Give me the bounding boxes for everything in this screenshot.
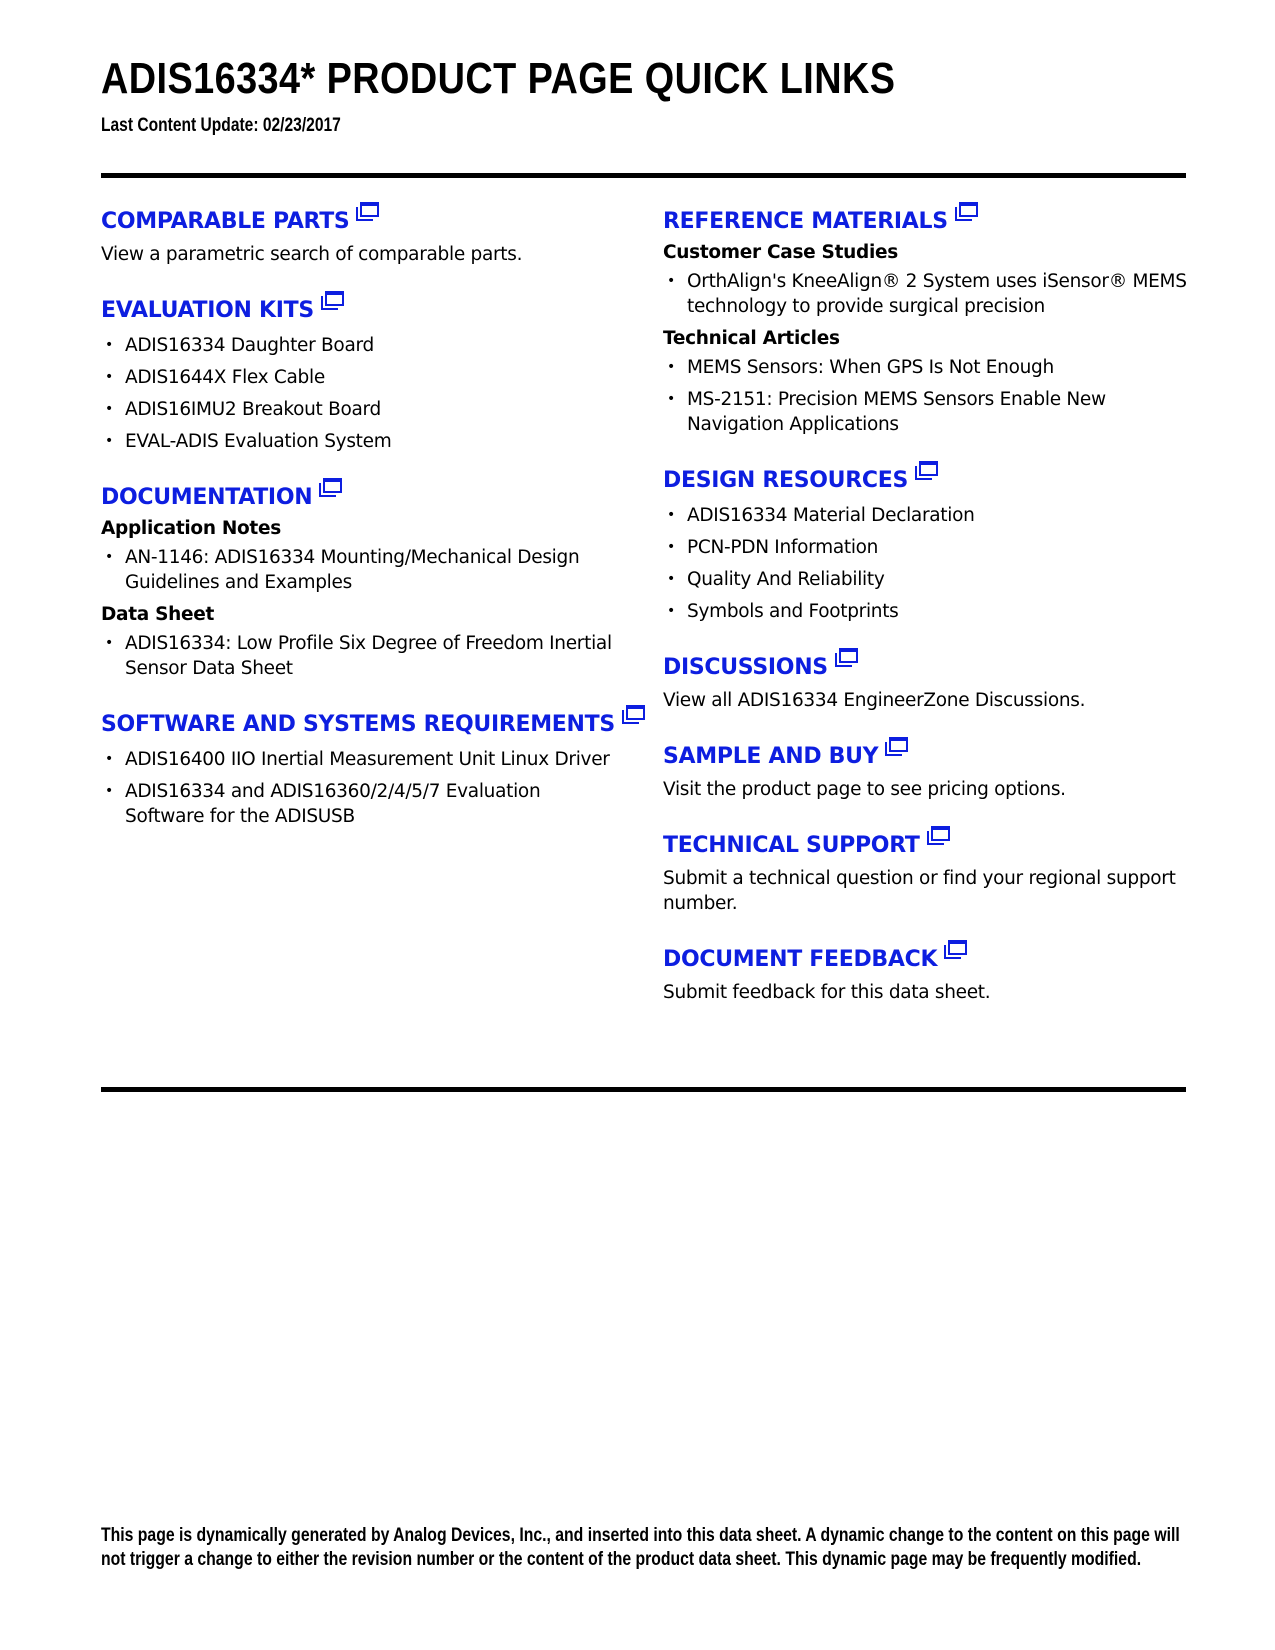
list-item[interactable]: • Symbols and Footprints <box>663 599 1193 624</box>
document-feedback-heading: DOCUMENT FEEDBACK <box>663 947 938 972</box>
external-window-icon <box>943 940 967 966</box>
technical-support-heading: TECHNICAL SUPPORT <box>663 833 920 858</box>
evaluation-kits-link[interactable] <box>101 289 621 323</box>
list-item[interactable]: • MS-2151: Precision MEMS Sensors Enable New Navigation Applications <box>663 387 1193 437</box>
section-evaluation-kits <box>101 289 621 454</box>
application-notes-list <box>101 545 621 595</box>
case-studies-label: Customer Case Studies <box>663 242 898 263</box>
design-resources-heading: DESIGN RESOURCES <box>663 468 908 493</box>
document-feedback-link[interactable] <box>663 938 1193 972</box>
section-comparable-parts <box>101 200 621 267</box>
section-discussions <box>663 646 1193 713</box>
list-item[interactable]: • EVAL-ADIS Evaluation System <box>101 429 621 454</box>
external-window-icon <box>884 737 908 763</box>
list-item[interactable]: • ADIS16334 Material Declaration <box>663 503 1193 528</box>
list-item[interactable]: • Quality And Reliability <box>663 567 1193 592</box>
software-requirements-link[interactable] <box>101 703 621 737</box>
comparable-parts-heading: COMPARABLE PARTS <box>101 209 350 234</box>
design-resources-list <box>663 503 1193 624</box>
software-list <box>101 747 621 829</box>
documentation-heading: DOCUMENTATION <box>101 485 313 510</box>
document-feedback-text: Submit feedback for this data sheet. <box>663 982 991 1003</box>
external-window-icon <box>954 202 978 228</box>
right-column <box>663 200 1193 1027</box>
technical-support-text: Submit a technical question or find your regional support number. <box>663 868 1176 914</box>
sample-and-buy-text: Visit the product page to see pricing options. <box>663 779 1066 800</box>
data-sheet-list <box>101 631 621 681</box>
application-notes-label: Application Notes <box>101 518 281 539</box>
section-software-requirements <box>101 703 621 829</box>
footer-disclaimer: This page is dynamically generated by Analog Devices, Inc., and inserted into this data sheet. A dynamic change to the content on this page will not trigger a change to either the revision number or the content of the product data sheet. This dynamic page may be frequently modified. <box>101 1525 1180 1570</box>
bottom-divider <box>101 1087 1186 1092</box>
last-content-update: Last Content Update: 02/23/2017 <box>101 115 341 136</box>
evaluation-kits-heading: EVALUATION KITS <box>101 298 314 323</box>
case-studies-list <box>663 269 1193 319</box>
list-item[interactable]: • OrthAlign's KneeAlign® 2 System uses iSensor® MEMS technology to provide surgical precision <box>663 269 1193 319</box>
section-sample-and-buy <box>663 735 1193 802</box>
technical-support-link[interactable] <box>663 824 1193 858</box>
comparable-parts-text: View a parametric search of comparable parts. <box>101 244 523 265</box>
sample-and-buy-link[interactable] <box>663 735 1193 769</box>
evaluation-kits-list <box>101 333 621 454</box>
external-window-icon <box>926 826 950 852</box>
list-item[interactable]: • PCN-PDN Information <box>663 535 1193 560</box>
top-divider <box>101 173 1186 178</box>
comparable-parts-link[interactable] <box>101 200 621 234</box>
discussions-text: View all ADIS16334 EngineerZone Discussions. <box>663 690 1086 711</box>
external-window-icon <box>355 202 379 228</box>
page-title: ADIS16334* PRODUCT PAGE QUICK LINKS <box>101 54 896 103</box>
section-reference-materials <box>663 200 1193 437</box>
list-item[interactable]: • ADIS16334: Low Profile Six Degree of Freedom Inertial Sensor Data Sheet <box>101 631 621 681</box>
external-window-icon <box>621 705 645 731</box>
list-item[interactable]: • MEMS Sensors: When GPS Is Not Enough <box>663 355 1193 380</box>
discussions-heading: DISCUSSIONS <box>663 655 828 680</box>
left-column <box>101 200 621 851</box>
section-technical-support <box>663 824 1193 916</box>
list-item[interactable]: • ADIS16334 Daughter Board <box>101 333 621 358</box>
reference-materials-heading: REFERENCE MATERIALS <box>663 209 948 234</box>
sample-and-buy-heading: SAMPLE AND BUY <box>663 744 879 769</box>
external-window-icon <box>318 478 342 504</box>
section-design-resources <box>663 459 1193 624</box>
external-window-icon <box>834 648 858 674</box>
software-requirements-heading: SOFTWARE AND SYSTEMS REQUIREMENTS <box>101 712 615 737</box>
list-item[interactable]: • ADIS16400 IIO Inertial Measurement Unit Linux Driver <box>101 747 621 772</box>
list-item[interactable]: • ADIS1644X Flex Cable <box>101 365 621 390</box>
documentation-link[interactable] <box>101 476 621 510</box>
list-item[interactable]: • ADIS16334 and ADIS16360/2/4/5/7 Evaluation Software for the ADISUSB <box>101 779 621 829</box>
technical-articles-label: Technical Articles <box>663 328 840 349</box>
section-documentation <box>101 476 621 681</box>
list-item[interactable]: • ADIS16IMU2 Breakout Board <box>101 397 621 422</box>
external-window-icon <box>914 461 938 487</box>
data-sheet-label: Data Sheet <box>101 604 215 625</box>
reference-materials-link[interactable] <box>663 200 1193 234</box>
design-resources-link[interactable] <box>663 459 1193 493</box>
external-window-icon <box>320 291 344 317</box>
section-document-feedback <box>663 938 1193 1005</box>
list-item[interactable]: • AN-1146: ADIS16334 Mounting/Mechanical Design Guidelines and Examples <box>101 545 621 595</box>
technical-articles-list <box>663 355 1193 437</box>
discussions-link[interactable] <box>663 646 1193 680</box>
